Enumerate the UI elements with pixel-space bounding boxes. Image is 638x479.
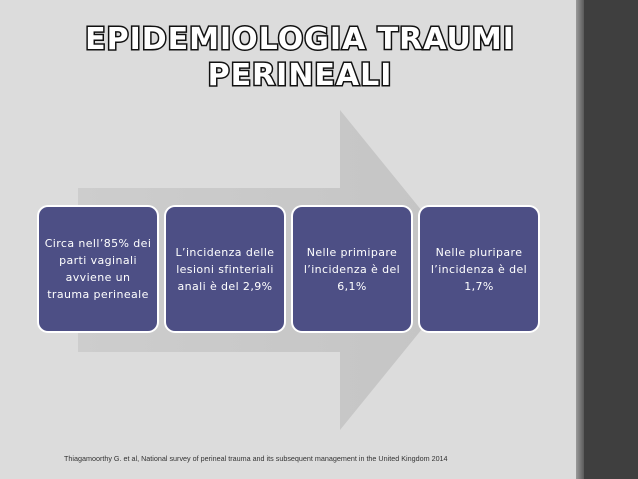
citation-footnote: Thiagamoorthy G. et al, National survey of perineal trauma and its subsequent management in the United Kingdom 2014	[64, 454, 448, 463]
stat-box-4-text: Nelle pluripare l’incidenza è del 1,7%	[430, 245, 528, 293]
stat-box-4	[420, 207, 538, 331]
stat-box-2	[166, 207, 284, 331]
stat-box-1	[39, 207, 157, 331]
stat-box-1-text: Circa nell’85% dei parti vaginali avviene un trauma perineale	[44, 237, 152, 301]
page-title-line-2: PERINEALI	[207, 58, 393, 93]
stat-box-3	[293, 207, 411, 331]
title-block	[60, 22, 540, 94]
page-title-line-1: EPIDEMIOLOGIA TRAUMI	[85, 22, 515, 57]
stat-box-3-text: Nelle primipare l’incidenza è del 6,1%	[303, 245, 401, 293]
stat-box-2-text: L’incidenza delle lesioni sfinteriali anali è del 2,9%	[175, 245, 275, 293]
